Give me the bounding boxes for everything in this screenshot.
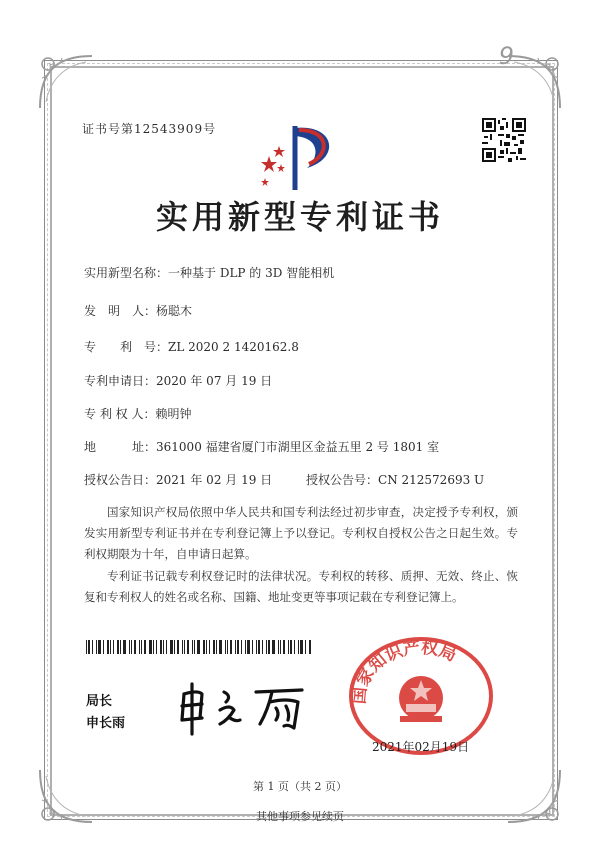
barcode-icon — [86, 640, 312, 654]
barcode-bar — [141, 640, 142, 654]
barcode-bar — [256, 640, 257, 654]
seal-date: 2021年02月19日 — [372, 740, 470, 754]
field-grant-date — [84, 471, 272, 488]
barcode-bar — [197, 640, 200, 654]
barcode-bar — [187, 640, 189, 654]
barcode-bar — [170, 640, 173, 654]
field-value: 赖明钟 — [155, 407, 192, 421]
barcode-bar — [235, 640, 236, 654]
barcode-bar — [247, 640, 250, 654]
field-label: 授权公告日： — [84, 473, 157, 487]
barcode-bar — [298, 640, 299, 654]
barcode-bar — [300, 640, 303, 654]
barcode-bar — [241, 640, 242, 654]
barcode-bar — [294, 640, 295, 654]
barcode-bar — [203, 640, 205, 654]
barcode-bar — [117, 640, 119, 654]
field-inventor — [84, 302, 192, 319]
barcode-bar — [92, 640, 93, 654]
barcode-bar — [206, 640, 207, 654]
barcode-bar — [123, 640, 126, 654]
barcode-bar — [86, 640, 87, 654]
barcode-bar — [305, 640, 306, 654]
barcode-bar — [113, 640, 114, 654]
field-filing-date — [84, 372, 272, 389]
barcode-bar — [156, 640, 157, 654]
seal-text: 国家知识产权局 — [349, 637, 460, 705]
barcode-bar — [153, 640, 154, 654]
barcode-bar — [139, 640, 140, 654]
field-value: 一种基于 DLP 的 3D 智能相机 — [168, 266, 335, 280]
field-label: 专 利 号： — [84, 340, 169, 354]
barcode-bar — [288, 640, 289, 654]
barcode-bar — [107, 640, 109, 654]
field-value: 361000 福建省厦门市湖里区金益五里 2 号 1801 室 — [156, 440, 440, 454]
qr-code-icon — [482, 118, 526, 162]
barcode-bar — [227, 640, 228, 654]
barcode-bar — [258, 640, 260, 654]
handwritten-number: 9 — [498, 42, 514, 70]
barcode-bar — [103, 640, 104, 654]
barcode-bar — [120, 640, 121, 654]
footer-note: 其他事项参见续页 — [256, 810, 344, 823]
barcode-bar — [163, 640, 164, 654]
field-value: 2020 年 07 月 19 日 — [156, 374, 273, 388]
barcode-bar — [134, 640, 136, 654]
certificate-number: 证书号第12543909号 — [82, 122, 217, 136]
field-value: 2021 年 02 月 19 日 — [156, 473, 273, 487]
barcode-bar — [268, 640, 270, 654]
barcode-bar — [131, 640, 132, 654]
barcode-bar — [194, 640, 195, 654]
field-patentee — [84, 405, 191, 422]
barcode-bar — [166, 640, 167, 654]
barcode-bar — [98, 640, 101, 654]
certificate-title: 实用新型专利证书 — [155, 198, 444, 236]
barcode-bar — [96, 640, 97, 654]
barcode-bar — [209, 640, 210, 654]
barcode-bar — [272, 640, 275, 654]
barcode-bar — [192, 640, 193, 654]
barcode-bar — [230, 640, 232, 654]
field-address — [84, 438, 439, 455]
field-value: 杨聪木 — [156, 304, 193, 318]
logo-icon — [255, 118, 345, 198]
barcode-bar — [280, 640, 281, 654]
barcode-bar — [219, 640, 222, 654]
barcode-bar — [237, 640, 239, 654]
signature-icon — [176, 680, 316, 736]
barcode-bar — [129, 640, 130, 654]
barcode-bar — [144, 640, 146, 654]
field-value: CN 212572693 U — [378, 473, 485, 487]
field-grant-number — [306, 471, 484, 488]
barcode-bar — [88, 640, 90, 654]
grant-statement: 国家知识产权局依照中华人民共和国专利法经过初步审查，决定授予专利权，颁发实用新型专利证书并在专利登记簿上予以登记。专利权自授权公告之日起生效。专利权期限为十年，自申请日起算。 — [84, 505, 518, 561]
barcode-bar — [278, 640, 279, 654]
barcode-bar — [149, 640, 152, 654]
barcode-bar — [160, 640, 162, 654]
field-label: 发 明 人： — [84, 304, 157, 318]
barcode-bar — [266, 640, 267, 654]
signature-title: 局长 — [86, 694, 113, 709]
field-label: 实用新型名称： — [84, 266, 169, 280]
field-value: ZL 2020 2 1420162.8 — [168, 340, 299, 354]
corner-ornament-icon — [36, 52, 96, 112]
barcode-bar — [213, 640, 215, 654]
field-label: 专利申请日： — [84, 374, 157, 388]
page-indicator: 第 1 页（共 2 页） — [253, 780, 347, 793]
barcode-bar — [182, 640, 183, 654]
barcode-bar — [245, 640, 246, 654]
field-patent-number — [84, 338, 299, 355]
barcode-bar — [110, 640, 111, 654]
barcode-bar — [225, 640, 226, 654]
field-label: 授权公告号： — [306, 473, 379, 487]
barcode-bar — [283, 640, 285, 654]
barcode-bar — [262, 640, 263, 654]
barcode-bar — [252, 640, 253, 654]
signature-name: 申长雨 — [86, 716, 126, 731]
field-label: 地 址： — [84, 440, 157, 454]
barcode-bar — [290, 640, 292, 654]
field-utility-model-name — [84, 264, 334, 281]
barcode-bar — [184, 640, 185, 654]
barcode-bar — [177, 640, 179, 654]
legal-status-statement: 专利证书记载专利权登记时的法律状况。专利权的转移、质押、无效、终止、恢复和专利权人的姓名或名称、国籍、地址变更等事项记载在专利登记簿上。 — [84, 569, 518, 604]
barcode-bar — [309, 640, 311, 654]
field-label: 专 利 权 人： — [84, 407, 156, 421]
barcode-bar — [216, 640, 217, 654]
barcode-bar — [174, 640, 175, 654]
